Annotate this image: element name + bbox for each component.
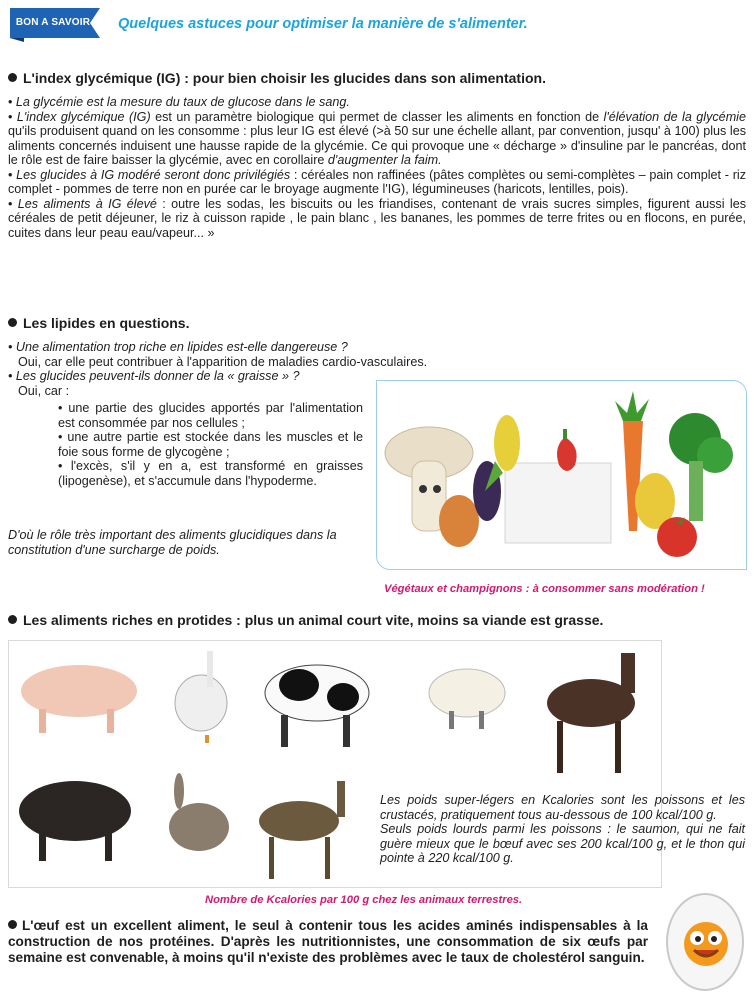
section-ig-body <box>8 95 746 240</box>
bullet-dot-icon <box>8 920 17 929</box>
egg-mascot-icon <box>660 880 750 995</box>
fish-note-1: Les poids super-légers en Kcalories sont les poissons et les crustacés, pratiquement tous au-dessous de 100 kcal/100 g. <box>380 793 745 822</box>
bon-a-savoir-badge <box>10 8 100 42</box>
sublist-item-1: • une partie des glucides apportés par l'alimentation est consommée par nos cellules ; <box>58 401 363 430</box>
bullet-dot-icon <box>8 73 17 82</box>
egg-text: L'œuf est un excellent aliment, le seul à contenir tous les acides aminés indispensables à la construction de nos protéines. D'après les nutritionnistes, une consommation de six œufs par semaine est convenable, à moins qu'il n'existe des problèmes avec le taux de cholestérol sanguin. <box>8 918 648 965</box>
ig-bullet-4: • Les aliments à IG élevé : outre les sodas, les biscuits ou les friandises, contenant de vrais sucres simples, figurent aussi les céréales de petit déjeuner, le riz à cuisson rapide , le pain blanc , les bananes, les pommes de terre frites ou en flocons, en purée, cuites dans leur peau eau/vapeur... » <box>8 196 746 240</box>
section-protides-title: Les aliments riches en protides : plus un animal court vite, moins sa viande est grasse. <box>23 612 604 628</box>
animals-caption: Nombre de Kcalories par 100 g chez les animaux terrestres. <box>205 894 523 906</box>
ig-bullet-2: • L'index glycémique (IG) est un paramètre biologique qui permet de classer les aliments en fonction de l'élévation de la glycémie qu'ils produisent quand on les consomme : plus leur IG est élevé (>à 50 sur une échelle allant, par convention, jusqu' à 100) plus les aliments concernés induisent une hausse rapide de la glycémie. Ce qui provoque une « décharge » d'insuline par le pancréas, dont le rôle est de faire baisser la glycémie, avec en corollaire d'augmenter la faim. <box>8 109 746 167</box>
page-title: Quelques astuces pour optimiser la manière de s'alimenter. <box>118 16 528 32</box>
section-ig-title: L'index glycémique (IG) : pour bien choisir les glucides dans son alimentation. <box>23 70 546 86</box>
lipides-question-1: • Une alimentation trop riche en lipides est-elle dangereuse ? <box>8 340 348 354</box>
badge-label: BON A SAVOIR <box>15 17 91 28</box>
lipides-answer-1: Oui, car elle peut contribuer à l'apparition de maladies cardio-vasculaires. <box>18 354 428 369</box>
lipides-answer-2: Oui, car : <box>18 383 70 398</box>
section-lipides-heading <box>8 315 189 331</box>
lipides-conclusion: D'où le rôle très important des aliments glucidiques dans la constitution d'une surcharge de poids. <box>8 528 337 557</box>
section-protides-heading <box>8 612 603 628</box>
ig-bullet-3: • Les glucides à IG modéré seront donc privilégiés : céréales non raffinées (pâtes complètes ou semi-complètes – pain complet - riz complet - pommes de terre non en purée car le broyage augmente l'IG), légumineuses (haricots, lentilles, pois). <box>8 167 746 196</box>
vegetables-caption: Végétaux et champignons : à consommer sans modération ! <box>384 583 705 595</box>
sublist-item-2: • une autre partie est stockée dans les muscles et le foie sous forme de glycogène ; <box>58 430 363 459</box>
section-ig-heading <box>8 70 546 86</box>
lipides-sublist <box>58 401 363 488</box>
lipides-question-2: • Les glucides peuvent-ils donner de la « graisse » ? <box>8 369 300 383</box>
vegetables-illustration <box>376 380 747 570</box>
fish-note-2: Seuls poids lourds parmi les poissons : le saumon, qui ne fait guère mieux que le bœuf avec ses 200 kcal/100 g, et le thon qui pointe à 220 kcal/100 g. <box>380 822 745 865</box>
bullet-dot-icon <box>8 615 17 624</box>
fish-notes <box>380 793 745 866</box>
sublist-item-3: • l'excès, s'il y en a, est transformé en graisses (lipogenèse), et s'accumule dans l'hypoderme. <box>58 459 363 488</box>
bullet-dot-icon <box>8 318 17 327</box>
ig-bullet-1: • La glycémie est la mesure du taux de glucose dans le sang. <box>8 95 350 109</box>
egg-paragraph <box>8 918 648 966</box>
section-lipides-title: Les lipides en questions. <box>23 315 190 331</box>
